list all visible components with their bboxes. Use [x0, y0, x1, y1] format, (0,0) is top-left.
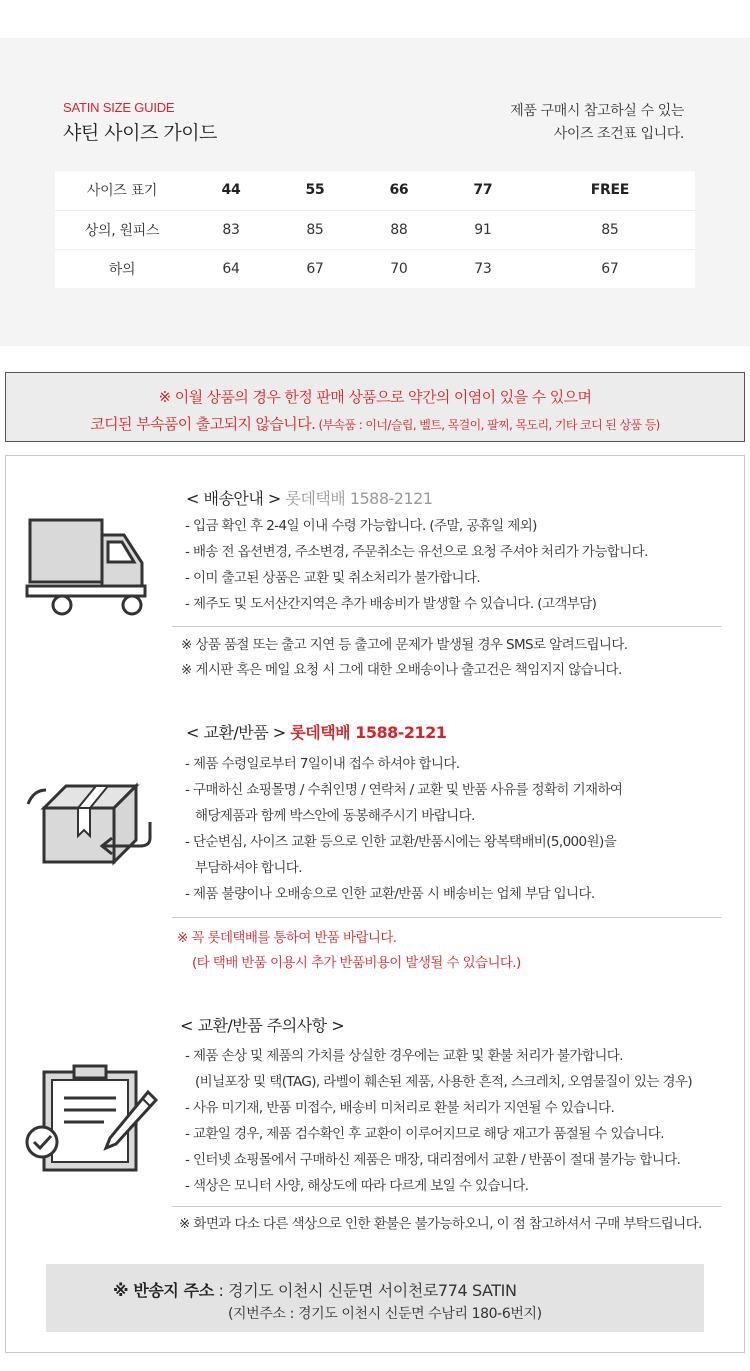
size-table-cell: 70 [390, 260, 408, 277]
divider [172, 1206, 722, 1207]
shipping-title [186, 486, 433, 509]
warning-line-2 [6, 413, 744, 434]
return-address-box [46, 1264, 704, 1332]
size-table-row-label: 하의 [108, 261, 136, 278]
caution-info-line: - 인터넷 쇼핑몰에서 구매하신 제품은 매장, 대리점에서 교환 / 반품이 절대 불가능 합니다. [185, 1152, 681, 1168]
size-table-cell: 67 [306, 260, 324, 277]
exchange-info-line: - 단순변심, 사이즈 교환 등으로 인한 교환/반품시에는 왕복택배비(5,000원)을 [185, 834, 617, 850]
size-table-row [55, 249, 695, 288]
size-table-cell: 67 [601, 260, 619, 277]
shipping-courier: 롯데택배 1588-2121 [285, 489, 433, 508]
size-table-row [55, 210, 695, 249]
size-table-cell: 73 [474, 260, 492, 277]
size-guide-note-line: 제품 구매시 참고하실 수 있는 [510, 103, 684, 119]
size-table-cell: 91 [474, 221, 492, 238]
size-table-cell: 83 [222, 221, 240, 238]
shipping-title-label: < 배송안내 > [186, 489, 281, 508]
shipping-info-list [185, 513, 648, 617]
exchange-title-label: < 교환/반품 > [186, 723, 286, 742]
return-address-label: ※ 반송지 주소 [113, 1281, 214, 1300]
caution-info-list [185, 1043, 692, 1199]
return-address: : 경기도 이천시 신둔면 서이천로774 SATIN [213, 1281, 517, 1300]
size-table-cell: 64 [222, 260, 240, 277]
clipboard-checklist-icon [24, 1064, 164, 1174]
size-table [55, 171, 695, 288]
exchange-info-line: - 구매하신 쇼핑몰명 / 수취인명 / 연락처 / 교환 및 반품 사유를 정확히 기재하여 [185, 782, 623, 798]
size-guide-note-line: 사이즈 조건표 입니다. [553, 126, 684, 142]
exchange-red-notes [177, 926, 521, 976]
size-guide-note [424, 100, 684, 146]
size-guide-title: 샤틴 사이즈 가이드 [63, 122, 217, 144]
size-table-cell: 85 [601, 221, 619, 238]
return-address-line [113, 1278, 517, 1301]
size-table-row-label: 상의, 원피스 [84, 222, 160, 239]
caution-note [179, 1212, 702, 1237]
shipping-info-line: - 배송 전 옵션변경, 주소변경, 주문취소는 유선으로 요청 주셔야 처리가 가능합니다. [185, 544, 648, 560]
shipping-note-line: ※ 상품 품절 또는 출고 지연 등 출고에 문제가 발생될 경우 SMS로 알려드립니다. [181, 637, 628, 653]
exchange-red-note-line: (타 택배 반품 이용시 추가 반품비용이 발생될 수 있습니다.) [192, 955, 521, 971]
size-guide-eng-title: SATIN SIZE GUIDE [63, 100, 175, 115]
caution-title: < 교환/반품 주의사항 > [180, 1016, 345, 1035]
size-table-cell: 66 [389, 182, 409, 199]
warning-accessory-note: (부속품 : 이너/슬립, 벨트, 목걸이, 팔찌, 목도리, 기타 코디 된 상품 등) [315, 418, 660, 432]
caution-info-line: - 사유 미기재, 반품 미접수, 배송비 미처리로 환불 처리가 지연될 수 있습니다. [185, 1100, 615, 1116]
size-table-cell: 55 [305, 182, 325, 199]
clearance-warning-box [5, 372, 745, 442]
exchange-title [186, 720, 446, 743]
shipping-notes [181, 633, 627, 683]
exchange-info-line: - 제품 불량이나 오배송으로 인한 교환/반품 시 배송비는 업체 부담 입니다. [185, 886, 595, 902]
exchange-info-list [185, 751, 622, 907]
exchange-red-note-line: ※ 꼭 롯데택배를 통하여 반품 바랍니다. [177, 930, 397, 946]
caution-info-line: - 제품 손상 및 제품의 가치를 상실한 경우에는 교환 및 환불 처리가 불가합니다. [185, 1048, 623, 1064]
return-box-icon [26, 780, 156, 866]
shipping-info-line: - 입금 확인 후 2-4일 이내 수령 가능합니다. (주말, 공휴일 제외) [185, 518, 537, 534]
caution-info-line: - 색상은 모니터 사양, 해상도에 따라 다르게 보일 수 있습니다. [185, 1178, 529, 1194]
size-table-cell: 77 [473, 182, 493, 199]
shipping-note-line: ※ 게시판 혹은 메일 요청 시 그에 대한 오배송이나 출고건은 책임지지 않습니다. [181, 662, 622, 678]
exchange-courier: 롯데택배 1588-2121 [290, 723, 447, 742]
delivery-truck-icon [24, 515, 154, 617]
size-table-row-label: 사이즈 표기 [86, 183, 158, 200]
return-lot-address: (지번주소 : 경기도 이천시 신둔면 수남리 180-6번지) [228, 1306, 542, 1322]
exchange-info-line: 부담하셔야 합니다. [195, 860, 302, 876]
caution-info-line: - 교환일 경우, 제품 검수확인 후 교환이 이루어지므로 해당 재고가 품절될 수 있습니다. [185, 1126, 664, 1142]
exchange-info-line: - 제품 수령일로부터 7일이내 접수 하셔야 합니다. [185, 756, 460, 772]
size-table-cell: 44 [221, 182, 241, 199]
size-guide-section [0, 38, 750, 346]
warning-line-1: ※ 이월 상품의 경우 한정 판매 상품으로 약간의 이염이 있을 수 있으며 [158, 388, 592, 406]
divider [172, 626, 722, 627]
shipping-info-line: - 제주도 및 도서산간지역은 추가 배송비가 발생할 수 있습니다. (고객부담) [185, 596, 597, 612]
size-table-cell: 85 [306, 221, 324, 238]
warning-line-2-main: 코디된 부속품이 출고되지 않습니다. [90, 415, 316, 433]
caution-note-line: ※ 화면과 다소 다른 색상으로 인한 환불은 불가능하오니, 이 점 참고하셔서 구매 부탁드립니다. [179, 1216, 702, 1232]
caution-info-line: (비닐포장 및 택(TAG), 라벨이 훼손된 제품, 사용한 흔적, 스크레치, 오염물질이 있는 경우) [195, 1074, 693, 1090]
shipping-info-line: - 이미 출고된 상품은 교환 및 취소처리가 불가합니다. [185, 570, 481, 586]
size-table-cell: 88 [390, 221, 408, 238]
size-table-cell: FREE [590, 182, 630, 199]
exchange-info-line: 해당제품과 함께 박스안에 동봉해주시기 바랍니다. [195, 808, 475, 824]
divider [172, 917, 722, 918]
size-table-row [55, 171, 695, 210]
